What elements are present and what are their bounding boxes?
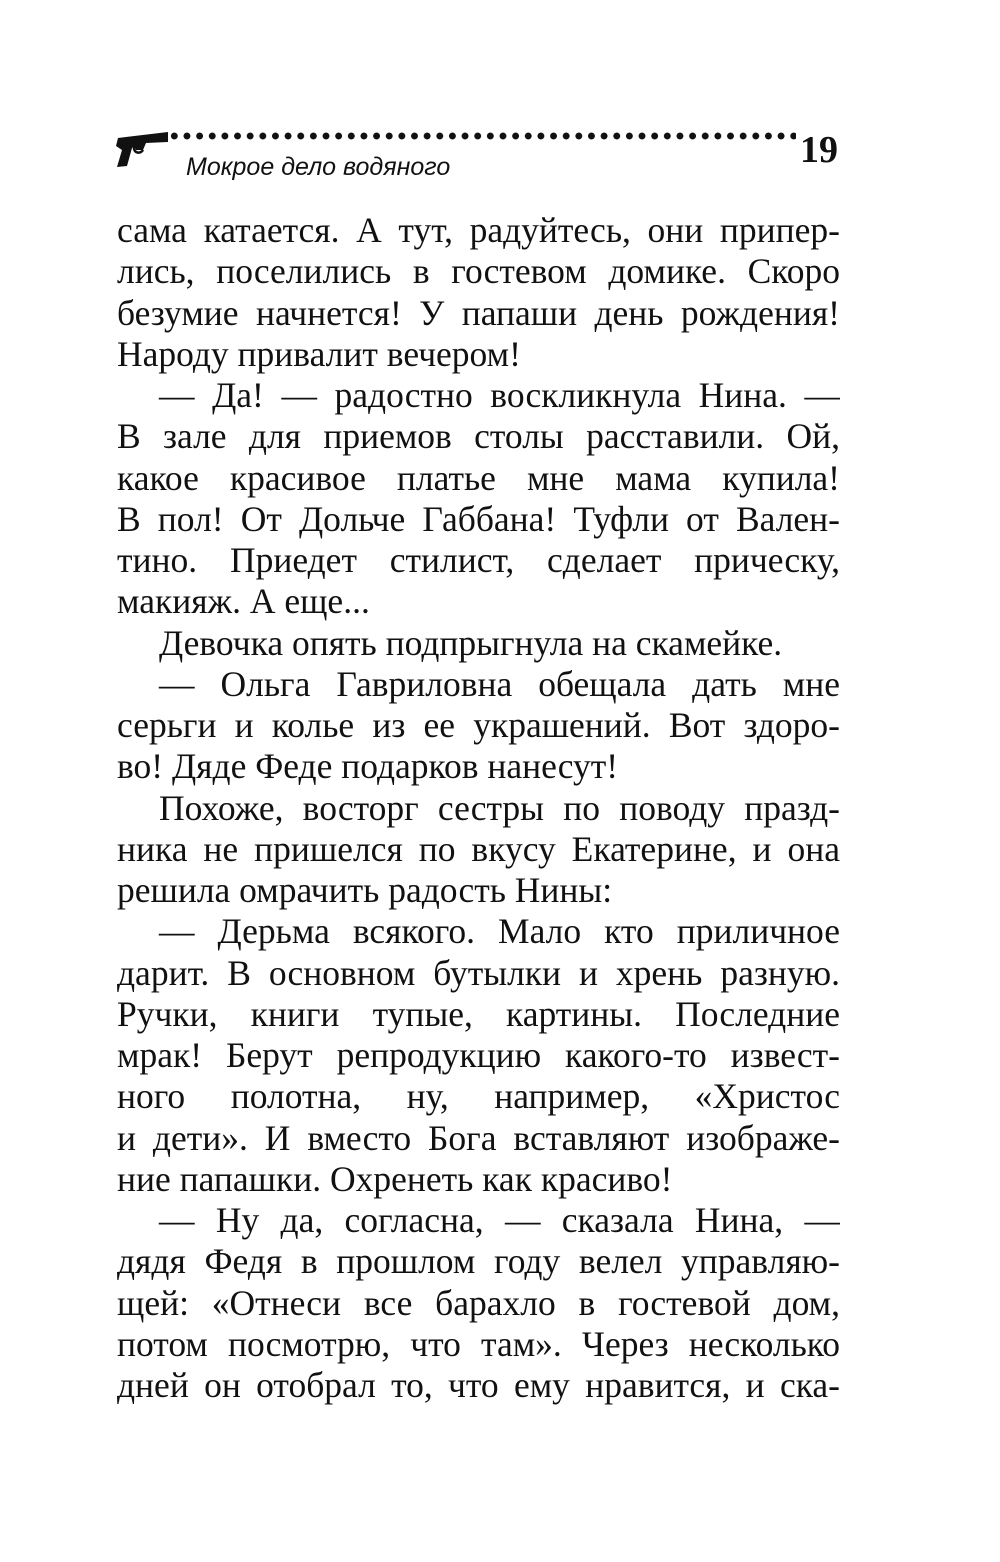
page-number: 19 bbox=[800, 129, 838, 171]
text-line: безумие начнется! У папаши день рождения! bbox=[117, 292, 840, 333]
text-line: Ручки, книги тупые, картины. Последние bbox=[117, 993, 840, 1034]
text-line: дарит. В основном бутылки и хрень разную. bbox=[117, 952, 840, 993]
text-line: сама катается. А тут, радуйтесь, они припер- bbox=[117, 210, 840, 250]
text-line: дней он отобрал то, что ему нравится, и ска- bbox=[117, 1365, 840, 1405]
pistol-icon bbox=[112, 126, 170, 172]
text-line: — Дерьма всякого. Мало кто приличное bbox=[159, 911, 840, 952]
dotted-rule bbox=[168, 128, 796, 144]
text-line: щей: «Отнеси все барахло в гостевой дом, bbox=[117, 1282, 840, 1323]
text-line: В пол! От Дольче Габбана! Туфли от Вален- bbox=[117, 498, 840, 539]
text-line: и дети». И вместо Бога вставляют изображе- bbox=[117, 1117, 840, 1158]
text-line: ние папашки. Охренеть как красиво! bbox=[117, 1158, 673, 1199]
text-line: Девочка опять подпрыгнула на скамейке. bbox=[159, 622, 783, 663]
text-line: ника не пришелся по вкусу Екатерине, и она bbox=[117, 828, 840, 869]
text-line: макияж. А еще... bbox=[117, 581, 370, 622]
page-header bbox=[0, 0, 1000, 200]
text-line: лись, поселились в гостевом домике. Скоро bbox=[117, 251, 840, 292]
text-line: тино. Приедет стилист, сделает прическу, bbox=[117, 540, 840, 580]
running-title: Мокрое дело водяного bbox=[186, 153, 451, 181]
text-line: решила омрачить радость Нины: bbox=[117, 870, 613, 910]
text-line: — Ольга Гавриловна обещала дать мне bbox=[159, 663, 840, 704]
text-line: какое красивое платье мне мама купила! bbox=[117, 457, 840, 498]
text-line: — Да! — радостно воскликнула Нина. — bbox=[159, 375, 840, 415]
text-line: серьги и колье из ее украшений. Вот здоро- bbox=[117, 705, 840, 745]
text-line: — Ну да, согласна, — сказала Нина, — bbox=[159, 1200, 840, 1240]
text-line: мрак! Берут репродукцию какого-то извест- bbox=[117, 1035, 840, 1075]
text-line: Похоже, восторг сестры по поводу празд- bbox=[159, 787, 840, 828]
text-line: В зале для приемов столы расставили. Ой, bbox=[117, 416, 840, 457]
body-text bbox=[117, 210, 840, 1406]
text-line: Народу привалит вечером! bbox=[117, 333, 521, 374]
text-line: дядя Федя в прошлом году велел управляю- bbox=[117, 1241, 840, 1282]
text-line: потом посмотрю, что там». Через несколько bbox=[117, 1323, 840, 1364]
text-line: ного полотна, ну, например, «Христос bbox=[117, 1076, 840, 1117]
text-line: во! Дяде Феде подарков нанесут! bbox=[117, 746, 619, 787]
